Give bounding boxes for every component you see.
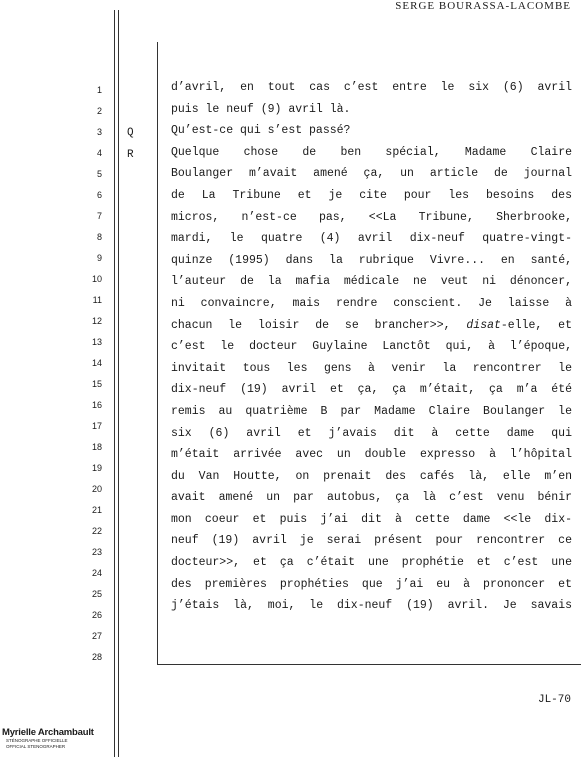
transcript-text: chacun le loisir de se brancher>>, [171, 318, 467, 332]
transcript-text: -elle, et [500, 318, 572, 332]
transcript-line: Qu’est-ce qui s’est passé? [171, 124, 351, 138]
transcript-line: d’avril, en tout cas c’est entre le six (6) avril [171, 81, 572, 94]
transcript-line: mon coeur et puis j’ai dit à cette dame <<le dix- [171, 512, 572, 526]
stenographer-name: Myrielle Archambault [2, 727, 94, 738]
line-number: 25 [91, 589, 102, 599]
left-margin-rule-outer [114, 10, 115, 757]
line-number: 9 [96, 253, 102, 263]
line-number: 11 [92, 295, 102, 305]
line-number: 16 [91, 400, 102, 410]
transcript-line: ni convaincre, mais rendre conscient. Je laisse à [171, 296, 572, 310]
transcript-line: six (6) avril et j’avais dit à cette dame qui [171, 426, 572, 440]
transcript-italic-text: disat [466, 318, 501, 332]
line-number: 10 [91, 274, 102, 284]
transcript-line: c’est le docteur Guylaine Lanctôt qui, à l’époque, [171, 340, 572, 354]
stenographer-logo [2, 727, 102, 749]
line-number: 13 [91, 337, 102, 347]
line-number: 21 [91, 505, 102, 515]
stenographer-title-en: OFFICIAL STENOGRAPHER [6, 743, 66, 749]
line-number: 3 [96, 127, 102, 137]
line-number: 5 [96, 169, 102, 179]
transcript-line: dix-neuf (19) avril et ça, ça m’était, ça m’a été [171, 383, 572, 397]
line-number: 22 [91, 526, 102, 536]
speaker-answer-marker: R [127, 148, 134, 161]
speaker-question-marker: Q [127, 127, 134, 140]
speaker-column [127, 80, 145, 166]
speaker-column-rule [157, 42, 158, 664]
line-number: 2 [96, 106, 102, 116]
transcript-line: micros, n’est-ce pas, <<La Tribune, Sherbrooke, [171, 210, 572, 224]
line-number-column [82, 80, 102, 668]
transcript-line: avait amené un par autobus, ça là c’est venu bénir [171, 491, 572, 505]
transcript-line: de La Tribune et je cite pour les besoins des [171, 188, 572, 202]
transcript-line [171, 315, 572, 337]
bottom-text-rule [157, 664, 581, 665]
line-number: 18 [91, 442, 102, 452]
transcript-line: invitait tous les gens à venir la rencontrer le [171, 361, 572, 375]
line-number: 20 [91, 484, 102, 494]
line-number: 24 [91, 568, 102, 578]
line-number: 8 [96, 232, 102, 242]
transcript-line: l’auteur de la mafia médicale ne veut ni dénoncer, [171, 275, 572, 289]
transcript-line: du Van Houtte, on prenait des cafés là, elle m’en [171, 469, 572, 483]
line-number: 12 [91, 316, 102, 326]
left-margin-rule-inner [118, 10, 119, 757]
transcript-line: j’étais là, moi, le dix-neuf (19) avril. Je savais [171, 599, 572, 613]
line-number: 19 [91, 463, 102, 473]
transcript-line: quinze (1995) dans la rubrique Vivre... en santé, [171, 253, 572, 267]
line-number: 27 [91, 631, 102, 641]
line-number: 14 [91, 358, 102, 368]
line-number: 15 [91, 379, 102, 389]
transcript-line: neuf (19) avril je serai présent pour rencontrer ce [171, 534, 572, 548]
line-number: 7 [96, 211, 102, 221]
stenographer-title-fr: STÉNOGRAPHE OFFICIELLE [6, 738, 68, 743]
transcript-line: docteur>>, et ça c’était une prophétie et c’est une [171, 556, 572, 570]
transcript-line: puis le neuf (9) avril là. [171, 102, 351, 116]
transcript-body [171, 77, 572, 617]
transcript-line: mardi, le quatre (4) avril dix-neuf quatre-vingt- [171, 232, 572, 246]
line-number: 1 [96, 85, 102, 95]
transcript-line: Quelque chose de ben spécial, Madame Claire [171, 145, 572, 159]
line-number: 6 [96, 190, 102, 200]
line-number: 28 [91, 652, 102, 662]
page-number: JL-70 [537, 694, 571, 706]
transcript-line: Boulanger m’avait amené ça, un article de journal [171, 167, 572, 181]
running-header: SERGE BOURASSA-LACOMBE [395, 0, 571, 12]
transcript-line: des premières prophéties que j’ai eu à prononcer et [171, 577, 572, 591]
line-number: 26 [91, 610, 102, 620]
transcript-line: m’était arrivée avec un double expresso à l’hôpital [171, 448, 572, 462]
line-number: 23 [91, 547, 102, 557]
line-number: 4 [96, 148, 102, 158]
transcript-line: remis au quatrième B par Madame Claire Boulanger le [171, 404, 572, 418]
line-number: 17 [91, 421, 102, 431]
